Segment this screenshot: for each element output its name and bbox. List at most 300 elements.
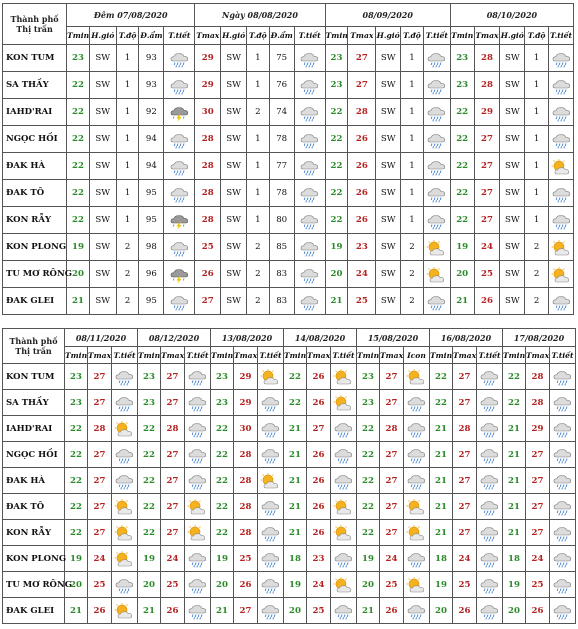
weather-cell [331, 546, 357, 572]
weather-cell [294, 288, 325, 315]
value-cell: 1 [116, 126, 139, 153]
tmax-cell: 28 [526, 364, 550, 390]
city-header-line-1: Thành phố [9, 336, 58, 346]
value-cell: 1 [247, 153, 270, 180]
city-name: SA THẦY [3, 390, 65, 416]
weather-cell [331, 572, 357, 598]
rain-cloud-icon [187, 447, 208, 464]
weather-cell [550, 416, 576, 442]
value-cell: SW [89, 99, 116, 126]
column-header: T.độ [401, 27, 424, 45]
tmin-cell: 21 [211, 598, 234, 624]
tmax-cell: 26 [453, 598, 477, 624]
tmin-cell: 22 [211, 494, 234, 520]
table-row [3, 598, 576, 624]
tmax-cell: 26 [234, 572, 258, 598]
value-cell: 95 [139, 180, 164, 207]
value-cell: 27 [474, 180, 500, 207]
weather-cell [423, 153, 450, 180]
tmin-cell: 21 [65, 598, 88, 624]
rain-cloud-icon [426, 51, 447, 68]
value-cell: SW [221, 45, 247, 72]
value-cell: 75 [269, 45, 294, 72]
rain-cloud-icon [479, 603, 500, 620]
column-header: H.gió [89, 27, 116, 45]
period-header: 15/08/2020 [357, 329, 430, 347]
city-name: KON TUM [3, 364, 65, 390]
tmin-cell: 21 [430, 520, 453, 546]
value-cell: 1 [247, 72, 270, 99]
tmax-cell: 26 [307, 520, 331, 546]
rain-cloud-icon [187, 421, 208, 438]
tmin-cell: 18 [430, 546, 453, 572]
value-cell: 22 [450, 180, 474, 207]
tmax-cell: 29 [234, 390, 258, 416]
value-cell: 2 [525, 261, 549, 288]
rain-cloud-icon [333, 473, 354, 490]
city-name: ĐAK GLEI [3, 598, 65, 624]
rain-cloud-icon [551, 78, 572, 95]
value-cell: SW [89, 180, 116, 207]
value-cell: SW [89, 72, 116, 99]
table-row [3, 99, 574, 126]
rain-cloud-icon [479, 447, 500, 464]
tmax-cell: 28 [380, 416, 404, 442]
tmax-cell: 27 [380, 494, 404, 520]
rain-cloud-icon [169, 240, 190, 257]
weather-cell [112, 364, 138, 390]
rain-cloud-icon [552, 551, 573, 568]
value-cell: SW [500, 99, 525, 126]
city-name: KON TUM [3, 45, 67, 72]
tmax-cell: 27 [88, 468, 112, 494]
rain-cloud-icon [406, 395, 427, 412]
weather-cell [185, 572, 211, 598]
rain-cloud-icon [260, 499, 281, 516]
tmax-cell: 27 [453, 442, 477, 468]
tmin-cell: 21 [357, 598, 380, 624]
rain-cloud-icon [426, 105, 447, 122]
tmax-cell: 27 [161, 364, 185, 390]
tmin-cell: 22 [357, 520, 380, 546]
weather-cell [164, 234, 195, 261]
weather-cell [164, 126, 195, 153]
rain-cloud-icon [406, 551, 427, 568]
weather-cell [185, 442, 211, 468]
rain-cloud-icon [299, 213, 320, 230]
tmin-cell: 20 [138, 572, 161, 598]
tmin-cell: 23 [211, 390, 234, 416]
rain-cloud-icon [426, 78, 447, 95]
column-header: Tmax [195, 27, 221, 45]
weather-cell [258, 468, 284, 494]
sun-cloud-icon [114, 551, 135, 568]
value-cell: 76 [269, 72, 294, 99]
rain-cloud-icon [406, 421, 427, 438]
tmin-cell: 20 [503, 598, 526, 624]
weather-cell [549, 234, 574, 261]
value-cell: 23 [450, 45, 474, 72]
weather-cell [185, 494, 211, 520]
weather-cell [549, 261, 574, 288]
value-cell: SW [500, 288, 525, 315]
city-name: TU MƠ RÔNG [3, 261, 67, 288]
rain-cloud-icon [426, 132, 447, 149]
weather-cell [331, 442, 357, 468]
tmax-cell: 27 [526, 494, 550, 520]
rain-cloud-icon [333, 603, 354, 620]
rain-cloud-icon [299, 105, 320, 122]
value-cell: 1 [401, 126, 424, 153]
weather-cell [164, 45, 195, 72]
value-cell: 22 [450, 207, 474, 234]
rain-cloud-icon [479, 551, 500, 568]
weather-cell [331, 468, 357, 494]
tmax-cell: 26 [307, 390, 331, 416]
value-cell: SW [500, 126, 525, 153]
column-header: Tmin [325, 27, 348, 45]
rain-cloud-icon [426, 186, 447, 203]
tmax-cell: 24 [88, 546, 112, 572]
sun-cloud-icon [406, 369, 427, 386]
table-row [3, 546, 576, 572]
sun-cloud-icon [406, 499, 427, 516]
sun-cloud-icon [114, 525, 135, 542]
value-cell: 1 [525, 180, 549, 207]
weather-cell [112, 572, 138, 598]
column-header: T.tiết [258, 347, 284, 364]
value-cell: 1 [525, 99, 549, 126]
weather-cell [258, 494, 284, 520]
value-cell: 1 [247, 126, 270, 153]
rain-cloud-icon [260, 525, 281, 542]
tmin-cell: 22 [211, 416, 234, 442]
period-header: 13/08/2020 [211, 329, 284, 347]
rain-cloud-icon [426, 159, 447, 176]
tmax-cell: 24 [307, 572, 331, 598]
weather-cell [550, 442, 576, 468]
rain-cloud-icon [260, 603, 281, 620]
column-header: T.tiết [112, 347, 138, 364]
value-cell: 1 [401, 72, 424, 99]
value-cell: 27 [474, 126, 500, 153]
rain-cloud-icon [299, 186, 320, 203]
city-name: KON PLONG [3, 546, 65, 572]
value-cell: 85 [269, 234, 294, 261]
value-cell: SW [89, 153, 116, 180]
weather-cell [549, 126, 574, 153]
tmax-cell: 28 [234, 520, 258, 546]
weather-cell [112, 442, 138, 468]
weather-cell [185, 546, 211, 572]
column-header: T.độ [116, 27, 139, 45]
weather-cell [164, 261, 195, 288]
period-header: 08/12/2020 [138, 329, 211, 347]
tmin-cell: 22 [65, 442, 88, 468]
value-cell: 74 [269, 99, 294, 126]
value-cell: 1 [525, 126, 549, 153]
weather-cell [294, 261, 325, 288]
tmin-cell: 21 [284, 442, 307, 468]
value-cell: 28 [348, 99, 376, 126]
value-cell: 1 [401, 45, 424, 72]
weather-cell [477, 546, 503, 572]
value-cell: SW [89, 45, 116, 72]
weather-cell [549, 288, 574, 315]
weather-cell [294, 99, 325, 126]
weather-cell [164, 99, 195, 126]
column-header: Tmax [161, 347, 185, 364]
column-header: Đ.ẩm [139, 27, 164, 45]
value-cell: 1 [401, 180, 424, 207]
tmin-cell: 22 [357, 494, 380, 520]
value-cell: 27 [474, 207, 500, 234]
table-row [3, 364, 576, 390]
city-name: NGỌC HỒI [3, 442, 65, 468]
sun-cloud-icon [426, 240, 447, 257]
tmax-cell: 23 [307, 546, 331, 572]
weather-cell [550, 572, 576, 598]
rain-cloud-icon [426, 213, 447, 230]
sun-cloud-icon [187, 525, 208, 542]
value-cell: 83 [269, 261, 294, 288]
sun-cloud-icon [551, 267, 572, 284]
value-cell: 27 [348, 72, 376, 99]
rain-cloud-icon [551, 213, 572, 230]
tmax-cell: 26 [307, 494, 331, 520]
rain-cloud-icon [187, 577, 208, 594]
weather-cell [404, 520, 430, 546]
rain-cloud-icon [479, 577, 500, 594]
weather-cell [164, 288, 195, 315]
column-header: Tmax [234, 347, 258, 364]
tmin-cell: 19 [65, 546, 88, 572]
table-row [3, 520, 576, 546]
weather-cell [294, 45, 325, 72]
weather-cell [404, 442, 430, 468]
rain-cloud-icon [551, 51, 572, 68]
weather-cell [258, 598, 284, 624]
city-header-line-2: Thị trấn [16, 24, 53, 34]
tmin-cell: 22 [503, 364, 526, 390]
tmax-cell: 30 [234, 416, 258, 442]
value-cell: SW [500, 153, 525, 180]
value-cell: SW [89, 207, 116, 234]
value-cell: 23 [325, 45, 348, 72]
table-row [3, 207, 574, 234]
value-cell: 28 [195, 207, 221, 234]
value-cell: SW [89, 234, 116, 261]
city-column-header [3, 4, 67, 45]
value-cell: 25 [195, 234, 221, 261]
city-name: TU MƠ RÔNG [3, 572, 65, 598]
weather-cell [423, 234, 450, 261]
tmax-cell: 27 [453, 390, 477, 416]
weather-cell [112, 390, 138, 416]
weather-cell [258, 572, 284, 598]
value-cell: 20 [325, 261, 348, 288]
city-name: ĐAK HÀ [3, 153, 67, 180]
column-header: Tmax [88, 347, 112, 364]
rain-cloud-icon [426, 294, 447, 311]
weather-cell [549, 153, 574, 180]
rain-cloud-icon [187, 473, 208, 490]
rain-cloud-icon [552, 603, 573, 620]
period-header: Ngày 08/08/2020 [195, 4, 325, 27]
weather-cell [112, 494, 138, 520]
tmin-cell: 23 [357, 364, 380, 390]
column-header: T.tiết [477, 347, 503, 364]
rain-cloud-icon [479, 421, 500, 438]
tmin-cell: 23 [138, 364, 161, 390]
column-header: T.tiết [550, 347, 576, 364]
weather-cell [112, 546, 138, 572]
tmax-cell: 27 [380, 520, 404, 546]
tmin-cell: 22 [65, 468, 88, 494]
value-cell: 77 [269, 153, 294, 180]
weather-cell [164, 72, 195, 99]
weather-cell [477, 520, 503, 546]
value-cell: 27 [348, 45, 376, 72]
sun-cloud-icon [333, 499, 354, 516]
tmax-cell: 26 [380, 598, 404, 624]
tmin-cell: 19 [284, 572, 307, 598]
weather-cell [258, 442, 284, 468]
weather-cell [550, 390, 576, 416]
tmin-cell: 22 [430, 390, 453, 416]
column-header: Tmax [380, 347, 404, 364]
tmin-cell: 21 [430, 416, 453, 442]
tmin-cell: 22 [65, 416, 88, 442]
tmin-cell: 22 [138, 442, 161, 468]
value-cell: 96 [139, 261, 164, 288]
tmin-cell: 20 [357, 572, 380, 598]
city-name: IAHD'RAI [3, 99, 67, 126]
weather-cell [404, 494, 430, 520]
weather-cell [404, 364, 430, 390]
value-cell: SW [500, 72, 525, 99]
rain-cloud-icon [114, 447, 135, 464]
tmax-cell: 24 [380, 546, 404, 572]
value-cell: 78 [269, 126, 294, 153]
tmin-cell: 22 [138, 494, 161, 520]
tmin-cell: 21 [430, 468, 453, 494]
value-cell: 92 [139, 99, 164, 126]
column-header: T.tiết [294, 27, 325, 45]
value-cell: 28 [195, 153, 221, 180]
value-cell: 22 [67, 180, 90, 207]
value-cell: 26 [348, 126, 376, 153]
tmax-cell: 25 [88, 572, 112, 598]
tmax-cell: 27 [453, 520, 477, 546]
weather-cell [550, 468, 576, 494]
rain-cloud-icon [114, 395, 135, 412]
tmin-cell: 21 [430, 442, 453, 468]
table-row [3, 261, 574, 288]
tmin-cell: 21 [430, 494, 453, 520]
tmax-cell: 28 [234, 468, 258, 494]
rain-cloud-icon [299, 240, 320, 257]
tmin-cell: 22 [138, 416, 161, 442]
sun-cloud-icon [333, 369, 354, 386]
tmin-cell: 23 [138, 390, 161, 416]
tmax-cell: 27 [161, 468, 185, 494]
tmax-cell: 25 [234, 546, 258, 572]
tmin-cell: 21 [503, 416, 526, 442]
weather-cell [550, 598, 576, 624]
table-row [3, 45, 574, 72]
tmin-cell: 22 [211, 468, 234, 494]
tmax-cell: 24 [526, 546, 550, 572]
column-header: T.độ [525, 27, 549, 45]
value-cell: SW [221, 207, 247, 234]
rain-cloud-icon [552, 499, 573, 516]
rain-cloud-icon [187, 603, 208, 620]
rain-cloud-icon [169, 294, 190, 311]
tmax-cell: 27 [453, 494, 477, 520]
weather-cell [185, 364, 211, 390]
value-cell: 83 [269, 288, 294, 315]
weather-cell [331, 364, 357, 390]
city-header-line-2: Thị trấn [15, 346, 52, 356]
weather-cell [185, 416, 211, 442]
tmin-cell: 21 [503, 442, 526, 468]
value-cell: 1 [401, 207, 424, 234]
tmax-cell: 26 [526, 598, 550, 624]
rain-cloud-icon [169, 159, 190, 176]
column-header: T.tiết [185, 347, 211, 364]
forecast-table-2 [2, 328, 576, 624]
value-cell: SW [376, 207, 401, 234]
weather-cell [294, 180, 325, 207]
value-cell: 19 [325, 234, 348, 261]
weather-cell [185, 598, 211, 624]
rain-cloud-icon [299, 51, 320, 68]
value-cell: 19 [67, 234, 90, 261]
weather-cell [550, 364, 576, 390]
tmax-cell: 27 [453, 468, 477, 494]
tmin-cell: 21 [503, 520, 526, 546]
weather-cell [112, 416, 138, 442]
rain-cloud-icon [551, 294, 572, 311]
table-row [3, 288, 574, 315]
weather-cell [258, 546, 284, 572]
weather-cell [477, 468, 503, 494]
tmin-cell: 22 [211, 520, 234, 546]
tmax-cell: 27 [380, 390, 404, 416]
weather-cell [258, 416, 284, 442]
value-cell: 22 [450, 153, 474, 180]
tmax-cell: 26 [307, 468, 331, 494]
tmax-cell: 27 [88, 364, 112, 390]
weather-cell [423, 207, 450, 234]
value-cell: 2 [247, 234, 270, 261]
tmax-cell: 27 [380, 364, 404, 390]
tmin-cell: 22 [357, 416, 380, 442]
value-cell: SW [500, 234, 525, 261]
weather-cell [477, 364, 503, 390]
city-name: IAHD'RAI [3, 416, 65, 442]
value-cell: 2 [401, 234, 424, 261]
value-cell: 94 [139, 126, 164, 153]
weather-cell [477, 390, 503, 416]
value-cell: 22 [325, 153, 348, 180]
weather-cell [404, 468, 430, 494]
value-cell: SW [89, 261, 116, 288]
sun-cloud-icon [406, 577, 427, 594]
column-header: Tmin [430, 347, 453, 364]
weather-cell [258, 364, 284, 390]
